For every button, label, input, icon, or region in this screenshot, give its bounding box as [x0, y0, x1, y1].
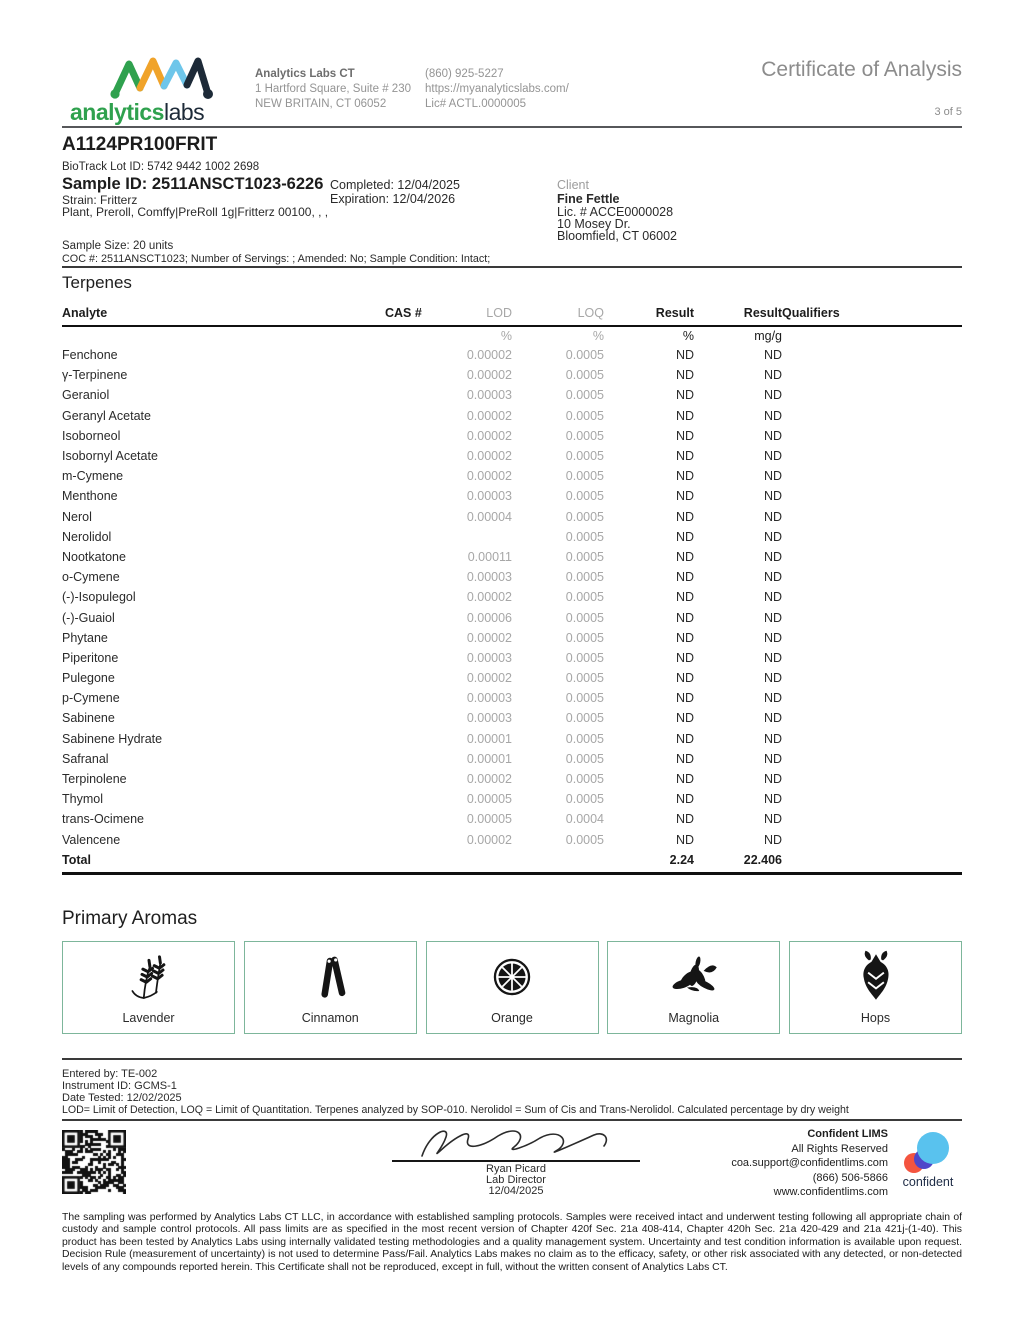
table-row	[62, 567, 962, 587]
client-label: Client	[557, 178, 589, 192]
result_mg-cell: ND	[763, 408, 782, 423]
col-qualifiers: Qualifiers	[782, 303, 962, 326]
lod-cell: 0.00005	[466, 812, 512, 827]
cas-cell	[385, 365, 435, 385]
divider	[62, 126, 962, 128]
lims-name: Confident LIMS	[807, 1128, 888, 1140]
result_mg-cell: ND	[763, 590, 782, 605]
lod-cell: 0.00002	[466, 772, 512, 787]
aroma-card-lavender	[62, 941, 235, 1034]
cas-cell	[385, 587, 435, 607]
analyte-cell: Geraniol	[62, 388, 110, 403]
lod-cell: 0.00006	[466, 610, 512, 625]
result_mg-cell: ND	[763, 731, 782, 746]
result_mg-cell: ND	[763, 792, 782, 807]
loq-cell: 0.0005	[565, 529, 604, 544]
loq-cell: 0.0005	[565, 731, 604, 746]
result_mg-cell: ND	[763, 489, 782, 504]
total-label: Total	[62, 850, 385, 874]
result_mg-cell: ND	[763, 650, 782, 665]
table-row	[62, 789, 962, 809]
signature-image	[404, 1120, 628, 1164]
result_mg-cell: ND	[763, 549, 782, 564]
qualifiers-cell	[782, 789, 962, 809]
result_mg-cell: ND	[763, 368, 782, 383]
cas-cell	[385, 648, 435, 668]
analyte-cell: Nootkatone	[62, 549, 126, 564]
aromas-section-title: Primary Aromas	[62, 908, 198, 929]
loq-cell: 0.0005	[565, 388, 604, 403]
cinnamon-icon	[302, 949, 358, 1007]
svg-text:analyticslabs	[70, 99, 204, 125]
lims-contact-block	[640, 1127, 888, 1200]
result_pct-cell: ND	[675, 408, 694, 423]
table-row	[62, 426, 962, 446]
analyte-cell: Safranal	[62, 751, 109, 766]
cas-cell	[385, 345, 435, 365]
analyte-cell: Phytane	[62, 630, 108, 645]
result_pct-cell: ND	[675, 509, 694, 524]
loq-cell: 0.0005	[565, 751, 604, 766]
analyte-cell: Thymol	[62, 792, 103, 807]
table-row	[62, 668, 962, 688]
table-row	[62, 809, 962, 829]
analyte-cell: o-Cymene	[62, 570, 120, 585]
cas-cell	[385, 607, 435, 627]
signature-line	[392, 1160, 640, 1162]
result_pct-cell: ND	[675, 489, 694, 504]
cas-cell	[385, 426, 435, 446]
analyte-cell: Nerolidol	[62, 529, 112, 544]
lod-cell: 0.00003	[466, 650, 512, 665]
table-row	[62, 406, 962, 426]
result_pct-cell: ND	[675, 772, 694, 787]
result_mg-cell: ND	[763, 469, 782, 484]
qualifiers-cell	[782, 527, 962, 547]
qualifiers-cell	[782, 708, 962, 728]
lod-cell: 0.00003	[466, 489, 512, 504]
qualifiers-cell	[782, 466, 962, 486]
col-cas: CAS #	[385, 303, 435, 326]
client-name: Fine Fettle	[557, 192, 620, 206]
total-result-mg: 22.406	[694, 850, 782, 874]
loq-cell: 0.0005	[565, 691, 604, 706]
aroma-label: Magnolia	[668, 1011, 720, 1025]
analyte-cell: (-)-Isopulegol	[62, 590, 136, 605]
result_pct-cell: ND	[675, 812, 694, 827]
table-row	[62, 729, 962, 749]
aroma-list	[62, 941, 962, 1034]
aroma-label: Cinnamon	[301, 1011, 359, 1025]
cas-cell	[385, 385, 435, 405]
qualifiers-cell	[782, 729, 962, 749]
loq-cell: 0.0005	[565, 549, 604, 564]
loq-cell: 0.0005	[565, 772, 604, 787]
analytics-labs-logo	[66, 48, 236, 128]
qualifiers-cell	[782, 809, 962, 829]
cas-cell	[385, 406, 435, 426]
table-row	[62, 507, 962, 527]
analyte-cell: γ-Terpinene	[62, 368, 128, 383]
terpenes-table	[62, 303, 962, 875]
result_pct-cell: ND	[675, 691, 694, 706]
loq-cell: 0.0005	[565, 428, 604, 443]
qualifiers-cell	[782, 587, 962, 607]
date-tested: Date Tested: 12/02/2025	[62, 1092, 182, 1104]
cas-cell	[385, 628, 435, 648]
result_mg-cell: ND	[763, 388, 782, 403]
method-note: LOD= Limit of Detection, LOQ = Limit of Quantitation. Terpenes analyzed by SOP-010. Nerolidol = Sum of Cis and Trans-Nerolidol. Calculated percentage by dry weight	[62, 1104, 849, 1116]
table-row	[62, 769, 962, 789]
lod-cell: 0.00002	[466, 469, 512, 484]
loq-cell: 0.0005	[565, 711, 604, 726]
analyte-cell: Sabinene Hydrate	[62, 731, 163, 746]
terpenes-section-title: Terpenes	[62, 273, 132, 292]
lod-cell: 0.00003	[466, 711, 512, 726]
table-row	[62, 365, 962, 385]
lod-cell	[435, 527, 512, 547]
qualifiers-cell	[782, 345, 962, 365]
loq-cell: 0.0005	[565, 348, 604, 363]
lod-cell: 0.00002	[466, 408, 512, 423]
lod-cell: 0.00002	[466, 368, 512, 383]
result_pct-cell: ND	[675, 348, 694, 363]
client-license: Lic. # ACCE0000028	[557, 205, 674, 219]
analyte-cell: Isobornyl Acetate	[62, 449, 158, 464]
expiration-date: Expiration: 12/04/2026	[330, 192, 456, 206]
table-row	[62, 749, 962, 769]
lab-website-link[interactable]: https://myanalyticslabs.com/	[425, 83, 569, 95]
logo-word-analytics: analytics	[70, 99, 164, 125]
table-row	[62, 607, 962, 627]
signature-date: 12/04/2025	[488, 1185, 544, 1197]
result_pct-cell: ND	[675, 590, 694, 605]
table-row	[62, 648, 962, 668]
result_mg-cell: ND	[763, 509, 782, 524]
loq-cell: 0.0005	[565, 570, 604, 585]
divider	[62, 1058, 962, 1060]
qualifiers-cell	[782, 648, 962, 668]
table-units-row	[62, 326, 962, 345]
result_pct-cell: ND	[675, 630, 694, 645]
cas-cell	[385, 708, 435, 728]
lod-cell: 0.00002	[466, 630, 512, 645]
cas-cell	[385, 809, 435, 829]
result_mg-cell: ND	[763, 570, 782, 585]
page-indicator: 3 of 5	[934, 106, 962, 118]
analyte-cell: Geranyl Acetate	[62, 408, 151, 423]
loq-cell: 0.0005	[565, 509, 604, 524]
hops-icon	[848, 949, 904, 1007]
result_mg-cell: ND	[763, 691, 782, 706]
result_pct-cell: ND	[675, 469, 694, 484]
qualifiers-cell	[782, 769, 962, 789]
result_pct-cell: ND	[675, 570, 694, 585]
aroma-card-hops	[789, 941, 962, 1034]
analyte-cell: Fenchone	[62, 348, 118, 363]
qualifiers-cell	[782, 406, 962, 426]
lod-cell: 0.00003	[466, 691, 512, 706]
lab-contact-block	[425, 67, 569, 112]
lab-address-line1: 1 Hartford Square, Suite # 230	[255, 83, 411, 95]
result_mg-cell: ND	[763, 428, 782, 443]
qualifiers-cell	[782, 567, 962, 587]
loq-cell: 0.0005	[565, 368, 604, 383]
col-lod: LOD	[435, 303, 512, 326]
cas-cell	[385, 527, 435, 547]
loq-cell: 0.0005	[565, 650, 604, 665]
cas-cell	[385, 729, 435, 749]
qualifiers-cell	[782, 446, 962, 466]
loq-cell: 0.0005	[565, 590, 604, 605]
aroma-card-cinnamon	[244, 941, 417, 1034]
unit-result-pct: %	[682, 329, 694, 343]
qualifiers-cell	[782, 830, 962, 850]
cas-cell	[385, 507, 435, 527]
unit-result-mg: mg/g	[754, 329, 782, 343]
sample-name: A1124PR100FRIT	[62, 134, 218, 155]
coc-line: COC #: 2511ANSCT1023; Number of Servings: ; Amended: No; Sample Condition: Intact;	[62, 253, 491, 265]
loq-cell: 0.0005	[565, 489, 604, 504]
sample-size: Sample Size: 20 units	[62, 240, 174, 252]
strain: Strain: Fritterz	[62, 193, 138, 207]
analyte-cell: (-)-Guaiol	[62, 610, 115, 625]
result_mg-cell: ND	[763, 671, 782, 686]
result_pct-cell: ND	[675, 711, 694, 726]
qualifiers-cell	[782, 628, 962, 648]
result_pct-cell: ND	[675, 671, 694, 686]
instrument-id: Instrument ID: GCMS-1	[62, 1080, 177, 1092]
table-row	[62, 688, 962, 708]
aroma-label: Orange	[491, 1011, 533, 1025]
lod-cell: 0.00011	[467, 549, 512, 564]
result_pct-cell: ND	[675, 428, 694, 443]
unit-lod: %	[500, 329, 512, 343]
qr-code	[62, 1130, 126, 1194]
result_mg-cell: ND	[763, 449, 782, 464]
loq-cell: 0.0004	[565, 812, 604, 827]
analyte-cell: trans-Ocimene	[62, 812, 144, 827]
orange-icon	[484, 949, 540, 1007]
qualifiers-cell	[782, 365, 962, 385]
cas-cell	[385, 466, 435, 486]
signer-title: Lab Director	[486, 1174, 546, 1186]
col-analyte: Analyte	[62, 303, 385, 326]
total-result-pct: 2.24	[604, 850, 694, 874]
disclaimer-text: The sampling was performed by Analytics Labs CT LLC, in accordance with established sampling protocols. Samples were received intact and underwent testing following all appropriate chain of custody and sample control protocols. All pass limits are as specified in the most recent version of Chapter 420f Sec. 21a 408-414, Chapter 420h Sec. 21a 420-429 and 21a 421j-(1-40). This product has been tested by Analytics Labs using internally validated testing methodologies and a quality management system. Uncertainty and test condition information is available upon request. Decision Rule (measurement of uncertainty) is not used to determine Pass/Fail. Analytics Labs makes no claim as to the efficacy, safety, or other risk associated with any detected, or non-detected levels of any compounds reported herein. This Certificate shall not be reproduced, except in full, without the written consent of Analytics Labs CT.	[62, 1212, 962, 1273]
signer-name: Ryan Picard	[486, 1163, 546, 1175]
table-row	[62, 345, 962, 365]
lod-cell: 0.00004	[466, 509, 512, 524]
lod-cell: 0.00002	[466, 590, 512, 605]
table-header-row	[62, 303, 962, 326]
client-address-line1: 10 Mosey Dr.	[557, 217, 631, 231]
result_pct-cell: ND	[675, 832, 694, 847]
confident-lims-logo	[898, 1130, 958, 1192]
loq-cell: 0.0005	[565, 610, 604, 625]
lab-phone: (860) 925-5227	[425, 68, 504, 80]
analyte-cell: Isoborneol	[62, 428, 121, 443]
result_mg-cell: ND	[763, 711, 782, 726]
qualifiers-cell	[782, 668, 962, 688]
analyte-cell: Valencene	[62, 832, 121, 847]
analyte-cell: Pulegone	[62, 671, 115, 686]
analyte-cell: p-Cymene	[62, 691, 120, 706]
result_pct-cell: ND	[675, 449, 694, 464]
loq-cell: 0.0005	[565, 792, 604, 807]
cas-cell	[385, 486, 435, 506]
client-address-line2: Bloomfield, CT 06002	[557, 229, 677, 243]
confident-wordmark: confident	[902, 1175, 954, 1189]
analyte-cell: Nerol	[62, 509, 92, 524]
product-description: Plant, Preroll, Comffy|PreRoll 1g|Fritterz 00100, , ,	[62, 205, 329, 219]
result_pct-cell: ND	[675, 650, 694, 665]
unit-loq: %	[592, 329, 604, 343]
cas-cell	[385, 769, 435, 789]
lod-cell: 0.00003	[466, 570, 512, 585]
result_mg-cell: ND	[763, 610, 782, 625]
result_pct-cell: ND	[675, 751, 694, 766]
col-loq: LOQ	[512, 303, 604, 326]
table-row	[62, 708, 962, 728]
analyte-cell: Sabinene	[62, 711, 115, 726]
completed-date: Completed: 12/04/2025	[330, 178, 460, 192]
cas-cell	[385, 830, 435, 850]
cas-cell	[385, 668, 435, 688]
cas-cell	[385, 749, 435, 769]
table-total-row	[62, 850, 962, 874]
result_mg-cell: ND	[763, 529, 782, 544]
lims-email-link[interactable]: coa.support@confidentlims.com	[731, 1157, 888, 1170]
analyte-cell: Piperitone	[62, 650, 119, 665]
table-row	[62, 486, 962, 506]
col-result-pct: Result	[604, 303, 694, 326]
lims-rights: All Rights Reserved	[791, 1142, 888, 1155]
lod-cell: 0.00002	[466, 348, 512, 363]
loq-cell: 0.0005	[565, 469, 604, 484]
result_mg-cell: ND	[763, 772, 782, 787]
table-row	[62, 385, 962, 405]
result_pct-cell: ND	[675, 368, 694, 383]
qualifiers-cell	[782, 749, 962, 769]
terpene-table-body	[62, 345, 962, 850]
divider	[62, 266, 962, 268]
lab-address-line2: NEW BRITAIN, CT 06052	[255, 98, 387, 110]
lab-license: Lic# ACTL.0000005	[425, 98, 527, 110]
lod-cell: 0.00005	[466, 792, 512, 807]
qualifiers-cell	[782, 547, 962, 567]
lod-cell: 0.00002	[466, 428, 512, 443]
aroma-label: Lavender	[122, 1011, 175, 1025]
lod-cell: 0.00002	[466, 832, 512, 847]
lod-cell: 0.00002	[466, 671, 512, 686]
loq-cell: 0.0005	[565, 449, 604, 464]
lavender-icon	[121, 949, 177, 1007]
lims-website-link[interactable]: www.confidentlims.com	[773, 1186, 888, 1199]
result_pct-cell: ND	[675, 731, 694, 746]
qualifiers-cell	[782, 507, 962, 527]
loq-cell: 0.0005	[565, 671, 604, 686]
table-row	[62, 547, 962, 567]
result_pct-cell: ND	[675, 529, 694, 544]
lod-cell: 0.00001	[466, 731, 512, 746]
aroma-card-magnolia	[607, 941, 780, 1034]
result_mg-cell: ND	[763, 630, 782, 645]
document-title: Certificate of Analysis	[761, 58, 962, 81]
result_pct-cell: ND	[675, 610, 694, 625]
table-row	[62, 830, 962, 850]
entered-by: Entered by: TE-002	[62, 1068, 158, 1080]
result_mg-cell: ND	[763, 832, 782, 847]
lod-cell: 0.00001	[466, 751, 512, 766]
loq-cell: 0.0005	[565, 630, 604, 645]
table-row	[62, 466, 962, 486]
analyte-cell: Terpinolene	[62, 772, 127, 787]
cas-cell	[385, 688, 435, 708]
result_pct-cell: ND	[675, 549, 694, 564]
result_mg-cell: ND	[763, 812, 782, 827]
loq-cell: 0.0005	[565, 832, 604, 847]
qualifiers-cell	[782, 426, 962, 446]
biotrack-lot-id: BioTrack Lot ID: 5742 9442 1002 2698	[62, 161, 260, 173]
qualifiers-cell	[782, 385, 962, 405]
table-row	[62, 587, 962, 607]
cas-cell	[385, 789, 435, 809]
qualifiers-cell	[782, 688, 962, 708]
table-row	[62, 628, 962, 648]
lims-phone: (866) 506-5866	[812, 1171, 888, 1184]
result_mg-cell: ND	[763, 348, 782, 363]
cas-cell	[385, 446, 435, 466]
qualifiers-cell	[782, 486, 962, 506]
cas-cell	[385, 567, 435, 587]
table-row	[62, 527, 962, 547]
analyte-cell: m-Cymene	[62, 469, 124, 484]
lod-cell: 0.00003	[466, 388, 512, 403]
result_mg-cell: ND	[763, 751, 782, 766]
sample-id: Sample ID: 2511ANSCT1023-6226	[62, 175, 324, 193]
magnolia-icon	[666, 949, 722, 1007]
aroma-label: Hops	[860, 1011, 891, 1025]
lod-cell: 0.00002	[466, 449, 512, 464]
analyte-cell: Menthone	[62, 489, 118, 504]
col-result-mg: Result	[694, 303, 782, 326]
cas-cell	[385, 547, 435, 567]
result_pct-cell: ND	[675, 388, 694, 403]
table-row	[62, 446, 962, 466]
aroma-card-orange	[426, 941, 599, 1034]
lab-identity-block	[255, 67, 411, 112]
lab-name: Analytics Labs CT	[255, 68, 355, 80]
result_pct-cell: ND	[675, 792, 694, 807]
logo-word-labs: labs	[163, 99, 205, 125]
qualifiers-cell	[782, 607, 962, 627]
loq-cell: 0.0005	[565, 408, 604, 423]
